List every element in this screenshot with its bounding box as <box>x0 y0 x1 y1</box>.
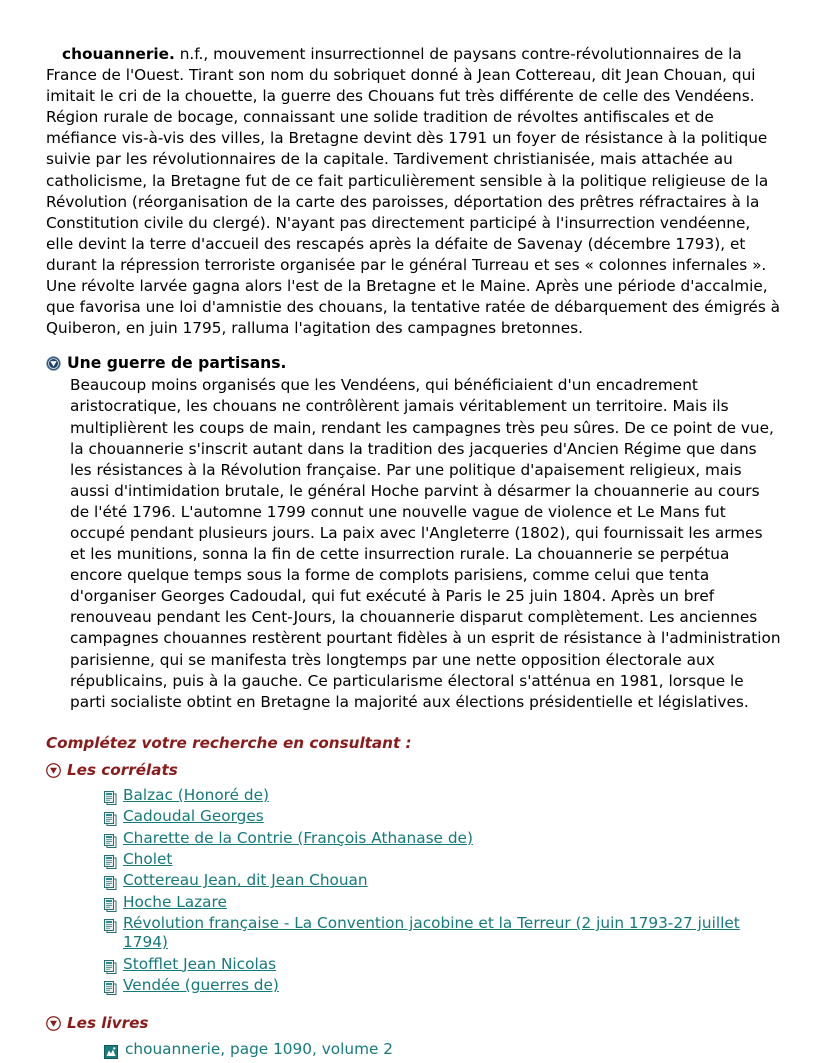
correlat-link[interactable]: Révolution française - La Convention jacobine et la Terreur (2 juin 1793-27 juillet 1794) <box>123 914 740 952</box>
entry-definition-paragraph <box>46 44 782 339</box>
list-item[interactable] <box>104 1040 782 1059</box>
section-body-text: Beaucoup moins organisés que les Vendéens, qui bénéficiaient d'un encadrement aristocratique, les chouans ne contrôlèrent jamais véritablement un territoire. Mais ils multiplièrent les coups de main, rendant les campagnes très peu sûres. De ce point de vue, la chouannerie s'inscrit autant dans la tradition des jacqueries d'Ancien Régime que dans les résistances à la Révolution française. Par une politique d'apaisement religieux, mais aussi d'intimidation brutale, le général Hoche parvint à désarmer la chouannerie au cours de l'été 1796. L'automne 1799 connut une nouvelle vague de violence et Le Mans fut occupé pendant plusieurs jours. La paix avec l'Angleterre (1802), qui fournissait les armes et les munitions, sonna la fin de cette insurrection rurale. La chouannerie se perpétua encore quelque temps sous la forme de complots parisiens, comme celui que tenta d'organiser Georges Cadoudal, qui fut exécuté à Paris le 25 juin 1804. Après un bref renouveau pendant les Cent-Jours, la chouannerie disparut complètement. Les anciennes campagnes chouannes restèrent pourtant fidèles à un esprit de résistance à l'administration parisienne, qui se manifesta très longtemps par une nette opposition électorale aux républicains, puis à la gauche. Ce particularisme électoral s'atténua en 1981, lorsque le parti socialiste obtint en Bretagne la majorité aux élections présidentielle et législatives. <box>70 376 781 711</box>
document-icon <box>104 854 117 868</box>
entry-definition-text: n.f., mouvement insurrectionnel de paysans contre-révolutionnaires de la France de l'Ouest. Tirant son nom du sobriquet donné à Jean Cottereau, dit Jean Chouan, qui imitait le cri de la chouette, la guerre des Chouans fut très différente de celle des Vendéens. Région rurale de bocage, connaissant une solide tradition de révoltes antifiscales et de méfiance vis-à-vis des villes, la Bretagne devint dès 1791 un foyer de résistance à la politique suivie par les révolutionnaires de la capitale. Tardivement christianisée, mais attachée au catholicisme, la Bretagne fut de ce fait particulièrement sensible à la politique religieuse de la Révolution (réorganisation de la carte des paroisses, déportation des prêtres réfractaires à la Constitution civile du clergé). N'ayant pas directement participé à l'insurrection vendéenne, elle devint la terre d'accueil des rescapés après la défaite de Savenay (décembre 1793), et durant la répression terroriste organisée par le général Turreau et ses « colonnes infernales ». Une révolte larvée gagna alors l'est de la Bretagne et le Maine. Après une période d'accalmie, que favorisa une loi d'amnistie des chouans, la tentative ratée de débarquement des émigrés à Quiberon, en juin 1795, ralluma l'agitation des campagnes bretonnes. <box>46 45 781 338</box>
correlats-heading-row <box>46 760 782 780</box>
list-item[interactable] <box>104 807 782 826</box>
list-item[interactable] <box>104 829 782 848</box>
list-item[interactable] <box>104 893 782 912</box>
document-icon <box>104 833 117 847</box>
document-icon <box>104 875 117 889</box>
list-item[interactable] <box>104 976 782 995</box>
section-title: Une guerre de partisans. <box>67 354 287 373</box>
document-icon <box>104 959 117 973</box>
list-item[interactable] <box>104 955 782 974</box>
correlat-link[interactable]: Charette de la Contrie (François Athanase de) <box>123 828 473 847</box>
document-icon <box>104 790 117 804</box>
correlat-link[interactable]: Cadoudal Georges <box>123 807 264 826</box>
list-item[interactable] <box>104 850 782 869</box>
correlat-link[interactable]: Cholet <box>123 850 173 869</box>
list-item[interactable] <box>104 871 782 890</box>
correlat-link[interactable]: Hoche Lazare <box>123 892 227 911</box>
list-item[interactable] <box>104 786 782 805</box>
correlat-link[interactable]: Stofflet Jean Nicolas <box>123 954 277 973</box>
correlat-link[interactable]: Balzac (Honoré de) <box>123 785 269 804</box>
correlats-list <box>46 786 782 995</box>
livres-heading-row <box>46 1013 782 1033</box>
document-icon <box>104 918 117 932</box>
livres-heading-label: Les livres <box>67 1013 149 1032</box>
complete-research-heading: Complétez votre recherche en consultant : <box>46 733 412 752</box>
correlat-link[interactable]: Vendée (guerres de) <box>123 975 279 994</box>
entry-headword: chouannerie. <box>62 45 175 63</box>
livres-list <box>46 1040 782 1059</box>
livre-label[interactable]: chouannerie, page 1090, volume 2 <box>125 1039 393 1058</box>
document-icon <box>104 980 117 994</box>
book-image-icon <box>104 1044 118 1058</box>
section-heading-row <box>46 353 782 374</box>
triangle-down-circle-red-icon <box>46 1016 61 1031</box>
triangle-down-circle-red-icon <box>46 763 61 778</box>
list-item[interactable] <box>104 914 782 952</box>
document-icon <box>104 897 117 911</box>
correlats-heading-label: Les corrélats <box>67 760 178 779</box>
section-guerre-de-partisans <box>46 353 782 713</box>
correlat-link[interactable]: Cottereau Jean, dit Jean Chouan <box>123 871 368 890</box>
document-icon <box>104 811 117 825</box>
triangle-down-circle-icon <box>46 356 61 371</box>
